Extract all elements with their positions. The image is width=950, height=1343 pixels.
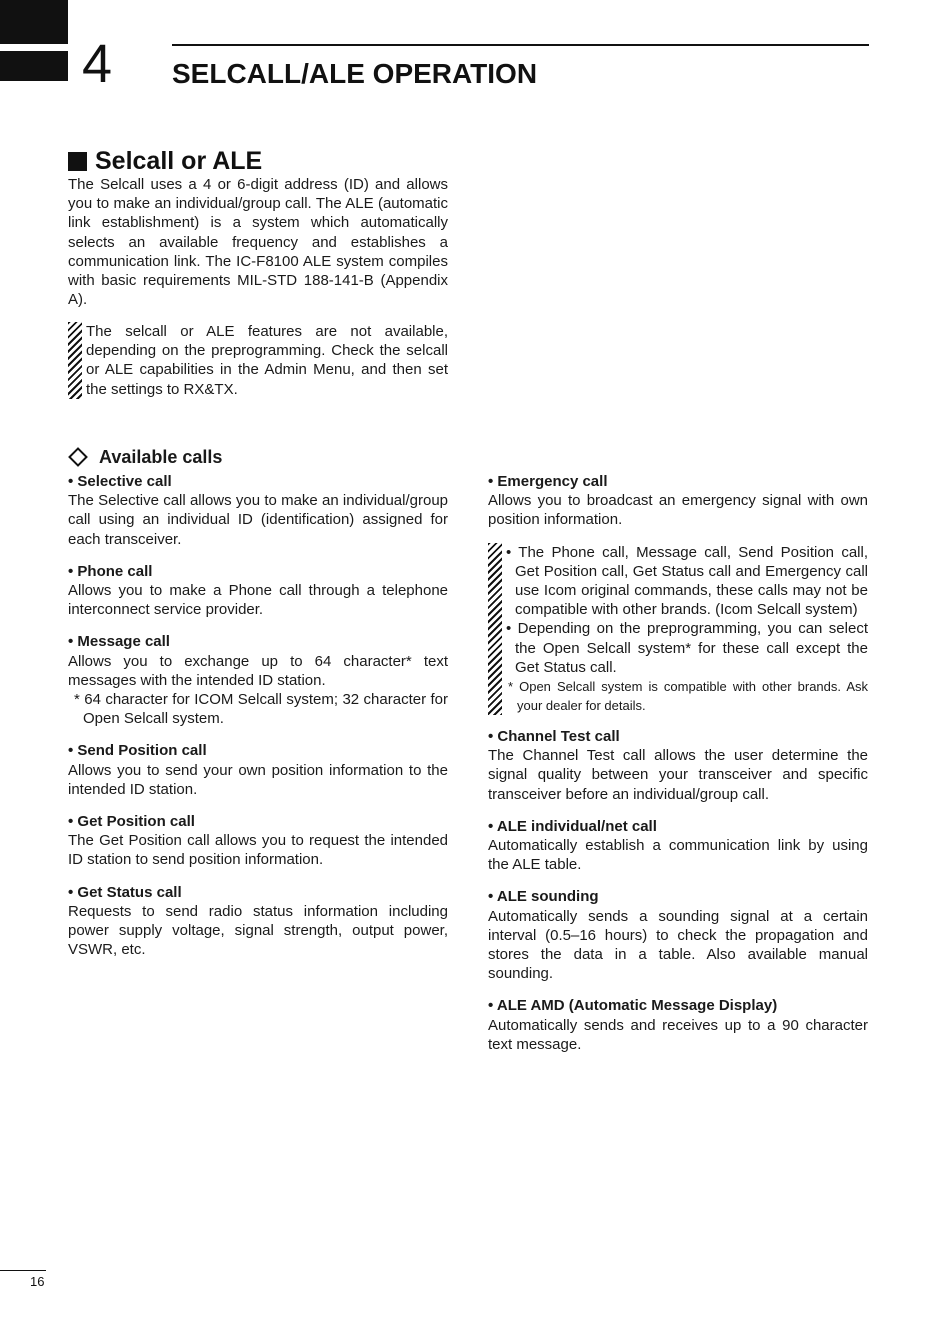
call-title: • ALE AMD (Automatic Message Display): [488, 997, 778, 1015]
call-item-ale-sounding: [488, 887, 868, 983]
call-title: • Get Status call: [68, 883, 182, 901]
available-calls-title: Available calls: [99, 447, 223, 467]
call-title: • Emergency call: [488, 473, 608, 490]
left-column: [68, 472, 448, 972]
call-footnote: * 64 character for ICOM Selcall system; 32 character for Open Selcall system.: [74, 691, 448, 728]
call-item-get-status: [68, 883, 448, 960]
compatibility-note: [488, 543, 868, 715]
call-title: • Send Position call: [68, 742, 207, 760]
call-body: The Selective call allows you to make an individual/group call using an individual ID (identification) assigned for each transceiver.: [68, 492, 448, 548]
caution-note: [68, 322, 448, 399]
call-body: Automatically sends and receives up to a 90 character text message.: [488, 1016, 868, 1053]
call-item-get-position: [68, 812, 448, 870]
chapter-number: 4: [82, 34, 113, 94]
note-bullet: • Depending on the preprogramming, you can select the Open Selcall system* for these call except the Get Status call.: [506, 620, 868, 676]
call-item-channel-test: [488, 727, 868, 804]
call-body: Allows you to broadcast an emergency signal with own position information.: [488, 492, 868, 529]
diamond-icon: [68, 447, 88, 467]
call-title: • Phone call: [68, 562, 153, 580]
square-bullet-icon: [68, 152, 87, 171]
call-title: • Channel Test call: [488, 728, 620, 746]
note-footnote: * Open Selcall system is compatible with other brands. Ask your dealer for details.: [508, 679, 868, 714]
call-title: • ALE sounding: [488, 888, 599, 906]
available-calls-heading: [68, 445, 222, 469]
call-body: Allows you to make a Phone call through a telephone interconnect service provider.: [68, 582, 448, 619]
call-body: Requests to send radio status information including power supply voltage, signal strength, output power, VSWR, etc.: [68, 902, 448, 959]
header-rule: [172, 44, 869, 46]
call-item-send-position: [68, 741, 448, 799]
call-body: Allows you to exchange up to 64 character* text messages with the intended ID station.: [68, 652, 448, 689]
call-body: Allows you to send your own position information to the intended ID station.: [68, 761, 448, 798]
call-title: • Get Position call: [68, 813, 195, 831]
footer-rule: [0, 1270, 46, 1271]
call-title: • Selective call: [68, 473, 172, 490]
section-title-text: Selcall or ALE: [95, 147, 263, 175]
call-title: • Message call: [68, 633, 170, 651]
note-bullet: • The Phone call, Message call, Send Position call, Get Position call, Get Status call and Emergency call use Icom original commands, these calls may not be compatible with other brands. (Icom Selcall system): [506, 543, 868, 619]
page-number: 16: [30, 1274, 45, 1289]
call-item-message: [68, 632, 448, 728]
call-item-ale-individual: [488, 817, 868, 875]
hatch-note-icon: [488, 543, 502, 715]
call-item-phone: [68, 562, 448, 620]
call-body: The Channel Test call allows the user determine the signal quality between your transceiver and specific transceiver before an individual/group call.: [488, 747, 868, 803]
chapter-title: SELCALL/ALE OPERATION: [172, 58, 538, 89]
call-item-selective: [68, 472, 448, 549]
section-intro: The Selcall uses a 4 or 6-digit address (ID) and allows you to make an individual/group call. The ALE (automatic link establishment) is a system which automatically selects an available frequency and establishes a communication link. The IC-F8100 ALE system compiles with basic requirements MIL-STD 188-141-B (Appendix A).: [68, 176, 448, 309]
call-title: • ALE individual/net call: [488, 817, 657, 835]
call-body: Automatically sends a sounding signal at a certain interval (0.5–16 hours) to check the propagation and stores the data in a table. Also available manual sounding.: [488, 907, 868, 983]
compatibility-note-body: [506, 543, 868, 715]
call-body: The Get Position call allows you to request the intended ID station to send position information.: [68, 832, 448, 869]
section-title: [68, 144, 262, 178]
chapter-tab-upper: [0, 0, 68, 44]
chapter-tab-lower: [0, 51, 68, 81]
hatch-note-icon: [68, 322, 82, 399]
caution-note-text: The selcall or ALE features are not available, depending on the preprogramming. Check the selcall or ALE capabilities in the Admin Menu, and then set the settings to RX&TX.: [86, 323, 448, 398]
right-column: [488, 472, 868, 1067]
call-body: Automatically establish a communication link by using the ALE table.: [488, 837, 868, 874]
call-item-ale-amd: [488, 996, 868, 1054]
call-item-emergency: [488, 472, 868, 530]
